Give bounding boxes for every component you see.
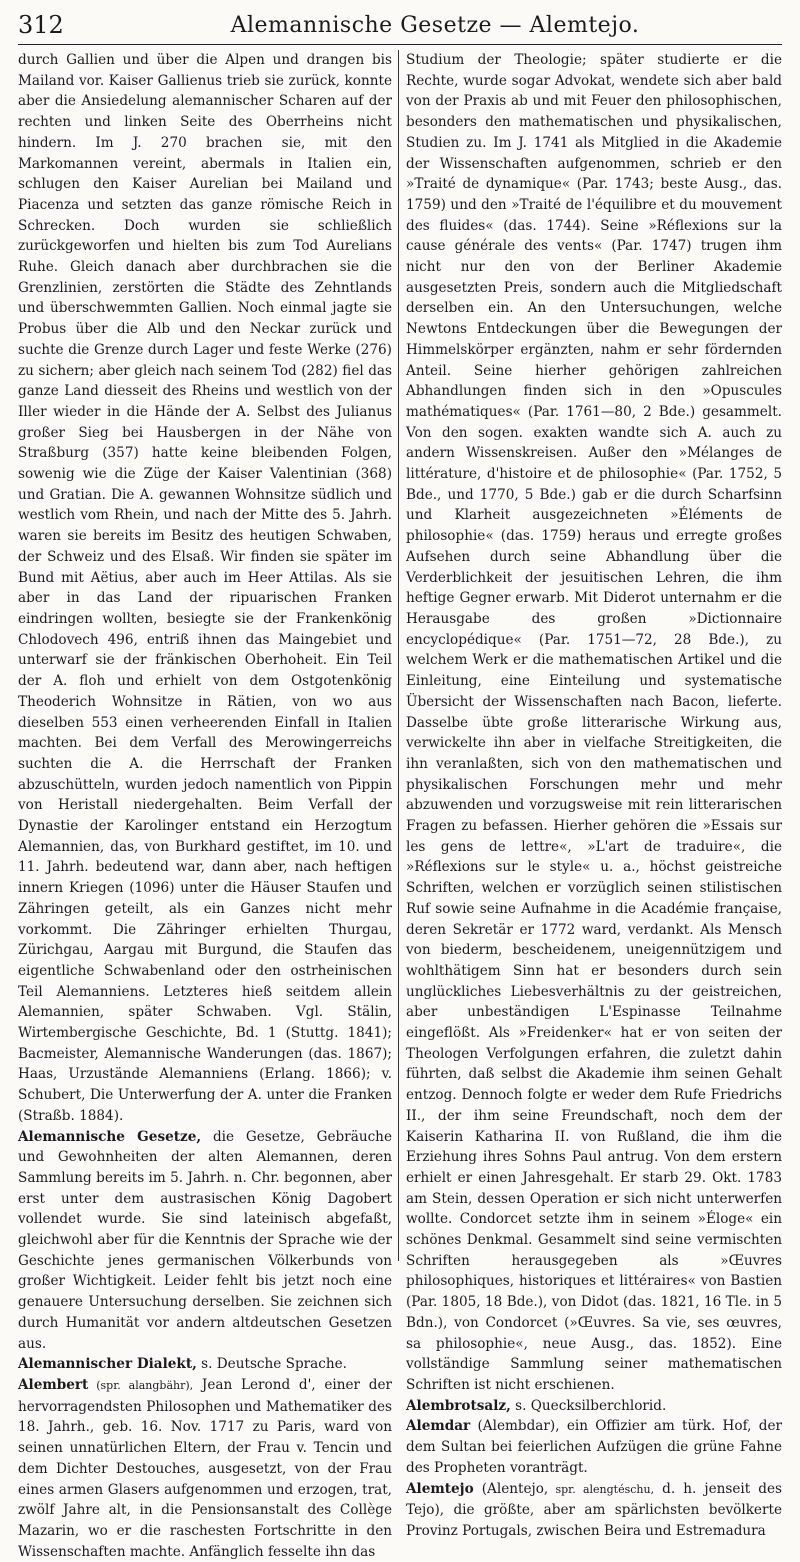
- left-column: [18, 50, 392, 1560]
- entry-text: die Gesetze, Gebräuche und Gewohnheiten der alten Alemannen, deren Sammlung bereits im 5. Jahrh. n. Chr. begonnen, aber erst unter dem austrasischen König Dagobert vollendet wurde. Sie sind lateinisch abgefaßt, gleichwohl aber für die Kenntnis der Sprache wie der Geschichte jenes germanischen Völkerbunds von großer Wichtigkeit. Leider fehlt bis jetzt noch eine genauere Untersuchung derselben. Sie zeichnen sich durch Humanität vor andern altdeutschen Gesetzen aus.: [18, 1128, 392, 1352]
- alembert-continued-paragraph: Studium der Theologie; später studierte er die Rechte, wurde sogar Advokat, wendete sich aber bald von der Praxis ab und mit Feuer den philosophischen, besonders den mathematischen und physikalischen, Studien zu. Im J. 1741 als Mitglied in die Akademie der Wissenschaften aufgenommen, schrieb er den »Traité de dynamique« (Par. 1743; beste Ausg., das. 1759) und den »Traité de l'équilibre et du mouvement des fluides« (das. 1744). Seine »Réflexions sur la cause générale des vents« (Par. 1747) trugen ihm nicht nur den von der Berliner Akademie ausgesetzten Preis, sondern auch die Mitgliedschaft derselben ein. An den Untersuchungen, welche Newtons Entdeckungen über die Bewegungen der Himmelskörper ergänzten, nahm er sehr fördernden Anteil. Seine hierher gehörigen zahlreichen Abhandlungen finden sich in den »Opuscules mathématiques« (Par. 1761—80, 2 Bde.) gesammelt. Von den sogen. exakten wandte sich A. auch zu andern Wissenskreisen. Außer den »Mélanges de littérature, d'histoire et de philosophie« (Par. 1752, 5 Bde., und 1770, 5 Bde.) gab er die durch Scharfsinn und Klarheit ausgezeichneten »Éléments de philosophie« (das. 1759) heraus und erregte großes Aufsehen durch seine Abhandlung über die Verderblichkeit der jesuitischen Lehren, die ihm heftige Gegner erwarb. Mit Diderot unternahm er die Herausgabe des großen »Dictionnaire encyclopédique« (Par. 1751—72, 28 Bde.), zu welchem Werk er die mathematischen Artikel und die Einleitung, eine Einteilung und systematische Übersicht der Wissenschaften nach Bacon, lieferte. Dasselbe übte große litterarische Wirkung aus, verwickelte ihn aber in vielfache Streitigkeiten, die ihn veranlaßten, sich von den mathematischen und physikalischen Forschungen mehr und mehr abzuwenden und vorzugsweise mit rein litterarischen Fragen zu befassen. Hierher gehören die »Essais sur les gens de lettre«, »L'art de traduire«, die »Réflexions sur le style« u. a., höchst geistreiche Schriften, welchen er vorzüglich seinen stilistischen Ruf sowie seine Aufnahme in die Académie française, deren Sekretär er 1772 ward, verdankt. Als Mensch von biederm, bescheidenem, uneigennützigem und wohlthätigem Sinn hat er besonders durch sein unglückliches Liebesverhältnis zu der geistreichen, aber unbeständigen L'Espinasse Teilnahme eingeflößt. Als »Freidenker« hat er von seiten der Theologen Verfolgungen erfahren, die zuletzt dahin führten, daß selbst die Akademie ihm seinen Gehalt entzog. Dennoch folgte er weder dem Rufe Friedrichs II., der ihm seine Freundschaft, noch dem der Kaiserin Katharina II. von Rußland, die ihm die Erziehung ihres Sohns Paul antrug. Von dem erstern erhielt er einen Jahresgehalt. Er starb 29. Okt. 1783 am Stein, dessen Operation er sich nicht unterwerfen wollte. Condorcet setzte ihm in seinem »Éloge« ein schönes Denkmal. Gesammelt sind seine vermischten Schriften herausgegeben als »Œuvres philosophiques, historiques et littéraires« von Bastien (Par. 1805, 18 Bde.), von Didot (das. 1821, 16 Tle. in 5 Bdn.), von Condorcet (»Œuvres. Sa vie, ses œuvres, sa philosophie«, neue Ausg., das. 1852). Eine vollständige Sammlung seiner mathematischen Schriften ist nicht erschienen.: [406, 52, 782, 1393]
- entry-text: Jean Lerond d', einer der hervorragendsten Philosophen und Mathematiker des 18. Jahrh., geb. 16. Nov. 1717 zu Paris, ward von seinen unnatürlichen Eltern, der Frau v. Tencin und dem Dichter Destouches, ausgesetzt, von der Frau eines armen Glasers aufgenommen und erzogen, trat, zwölf Jahre alt, in die Pensionsanstalt des Collège Mazarin, wo er die raschesten Fortschritte in den Wissenschaften machte. Anfänglich fesselte ihn das: [18, 1377, 392, 1560]
- header-rule: [18, 44, 782, 45]
- entry-alemannische-gesetze: [18, 1127, 392, 1355]
- headword: Alemdar: [406, 1418, 471, 1435]
- entry-alemdar: [406, 1416, 782, 1478]
- entry-text: s. Deutsche Sprache.: [196, 1356, 348, 1373]
- pronunciation: (spr. alangbähr),: [88, 1379, 194, 1392]
- entry-alembert: [18, 1375, 392, 1562]
- page-header: [18, 8, 782, 42]
- entry-text: (Alembdar), ein Offizier am türk. Hof, der dem Sultan bei feierlichen Aufzügen die grüne Fahne des Propheten voranträgt.: [406, 1418, 782, 1476]
- headword: Alembrotsalz,: [406, 1397, 511, 1414]
- right-column: [406, 50, 782, 1539]
- page-number: 312: [18, 11, 64, 39]
- entry-alemtejo: [406, 1479, 782, 1542]
- headword: Alemannische Gesetze,: [18, 1128, 202, 1145]
- entry-alemannischer-dialekt: [18, 1354, 392, 1375]
- pronunciation: spr. alengtéschu,: [548, 1482, 655, 1496]
- alemannen-history-paragraph: durch Gallien und über die Alpen und drangen bis Mailand vor. Kaiser Gallienus trieb sie zurück, konnte aber die Ansiedelung alemannischer Scharen auf der rechten und linken Seite des Oberrheins nicht hindern. Im J. 270 brachen sie, mit den Markomannen vereint, abermals in Italien ein, schlugen den Kaiser Aurelian bei Mailand und Piacenza und setzten das ganze römische Reich in Schrecken. Doch wurden sie schließlich zurückgeworfen und hielten bis zum Tod Aurelians Ruhe. Gleich danach aber durchbrachen sie die Grenzlinien, zerstörten die Städte des Zehntlands und überschwemmten Gallien. Noch einmal jagte sie Probus über die Alb und den Neckar zurück und suchte die Grenze durch Lager und feste Werke (276) zu sichern; aber gleich nach seinem Tod (282) fiel das ganze Land diesseit des Rheins und westlich von der Iller wieder in die Hände der A. Selbst des Julianus großer Sieg bei Hausbergen in der Nähe von Straßburg (357) hatte keine bleibenden Folgen, sowenig wie die Züge der Kaiser Valentinian (368) und Gratian. Die A. gewannen Wohnsitze südlich und westlich vom Rhein, und nach der Mitte des 5. Jahrh. waren sie bereits im Besitz des heutigen Schwaben, der Schweiz und des Elsaß. Wir finden sie später im Bund mit Aëtius, aber auch im Heer Attilas. Als sie aber in das Land der ripuarischen Franken eindringen wollten, besiegte sie der Frankenkönig Chlodovech 496, entriß ihnen das Maingebiet und unterwarf sie der fränkischen Oberhoheit. Ein Teil der A. floh und erhielt von dem Ostgotenkönig Theoderich Wohnsitze in Rätien, von wo aus dieselben 553 einen verheerenden Einfall in Italien machten. Bei dem Verfall des Merowingerreichs suchten die A. die Herrschaft der Franken abzuschütteln, wurden jedoch namentlich von Pippin von Heristall niedergehalten. Beim Verfall der Dynastie der Karolinger entstand ein Herzogtum Alemannien, das, von Burkhard gestiftet, im 10. und 11. Jahrh. bedeutend war, dann aber, nach heftigen innern Kriegen (1096) unter die Häuser Staufen und Zähringen geteilt, als ein Ganzes nicht mehr vorkommt. Die Zähringer erhielten Thurgau, Zürichgau, Aargau mit Burgund, die Staufen das eigentliche Schwabenland oder den ostrheinischen Teil Alemanniens. Letzteres hieß seitdem allein Alemannien, später Schwaben. Vgl. Stälin, Wirtembergische Geschichte, Bd. 1 (Stuttg. 1841); Bacmeister, Alemannische Wanderungen (das. 1867); Haas, Urzustände Alemanniens (Erlang. 1866); v. Schubert, Die Unterwerfung der A. unter die Franken (Straßb. 1884).: [18, 52, 392, 1124]
- headword: Alemannischer Dialekt,: [18, 1356, 197, 1373]
- entry-text: (Alentejo,: [473, 1480, 549, 1497]
- column-divider: [398, 50, 399, 1261]
- running-head: Alemannische Gesetze — Alemtejo.: [230, 12, 640, 38]
- headword: Alembert: [18, 1377, 89, 1393]
- headword: Alemtejo: [406, 1480, 474, 1497]
- entry-text: d. h. jenseit des Tejo), die größte, aber am spärlichsten bevölkerte Provinz Portugals, zwischen Beira und Estremadura: [406, 1480, 782, 1539]
- entry-text: s. Quecksilberchlorid.: [510, 1397, 667, 1414]
- entry-alembrotsalz: [406, 1396, 782, 1417]
